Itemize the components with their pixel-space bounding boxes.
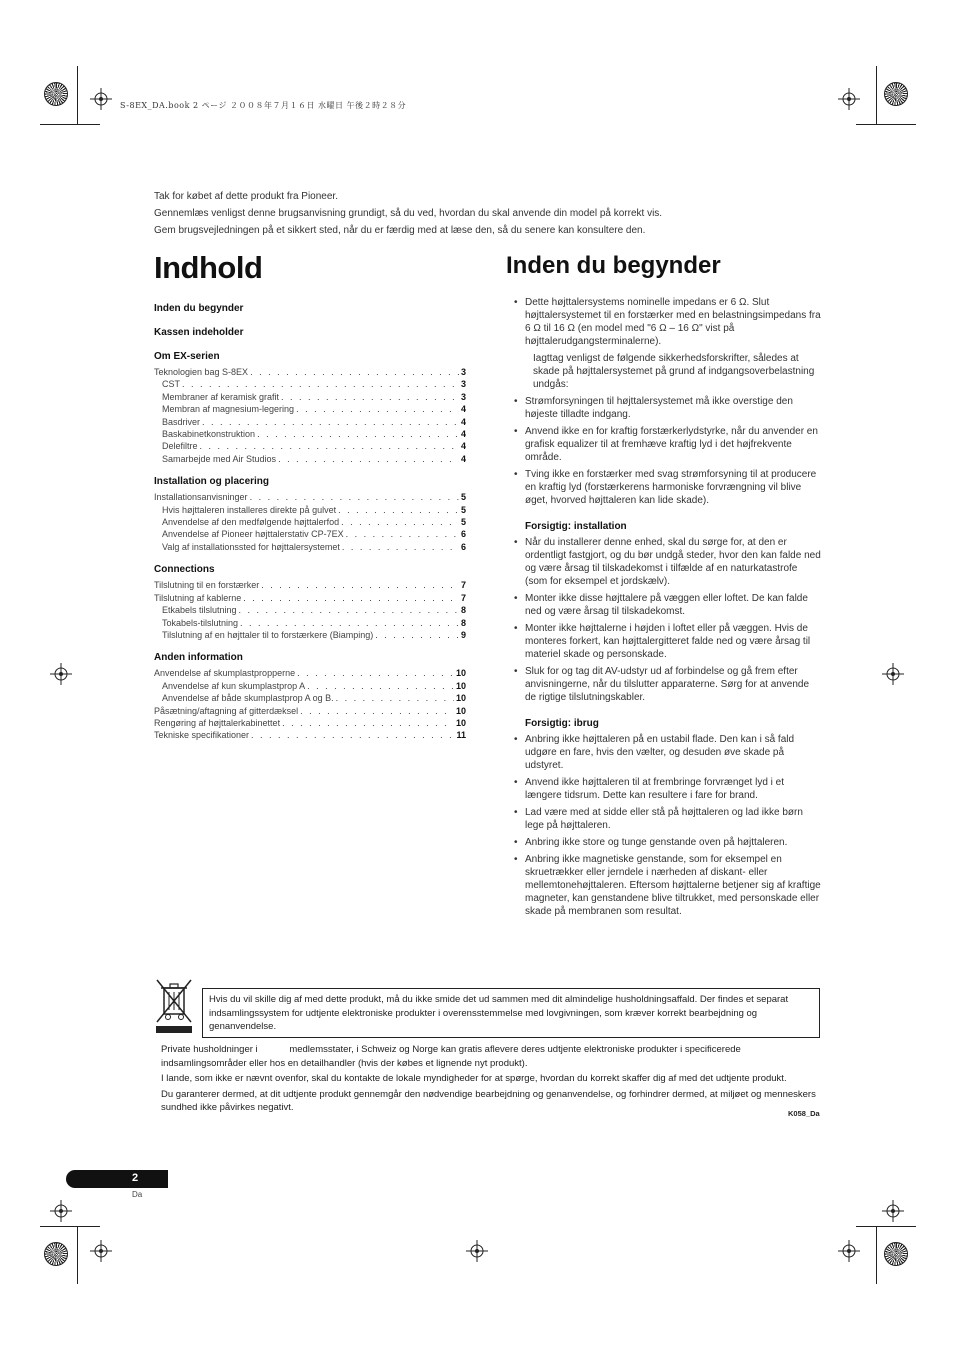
- toc-entry[interactable]: [154, 579, 466, 591]
- toc-leader-dots: [282, 717, 454, 729]
- toc-entry-title: Tilslutning til en forstærker: [154, 580, 260, 591]
- toc-entry-title: Membraner af keramisk grafit: [162, 391, 280, 402]
- toc-entry-page: 10: [455, 705, 466, 716]
- toc-heading[interactable]: Installation og placering: [154, 476, 270, 488]
- toc-leader-dots: [338, 504, 459, 516]
- color-rosette-icon: [44, 82, 68, 106]
- toc-entry[interactable]: [154, 604, 466, 616]
- toc-entry-page: 10: [455, 717, 466, 728]
- toc-entry[interactable]: [154, 516, 466, 528]
- toc-leader-dots: [297, 667, 454, 679]
- toc-entry-title: Påsætning/aftagning af gitterdæksel: [154, 705, 299, 716]
- toc-entry[interactable]: [154, 528, 466, 540]
- trim-line: [77, 66, 78, 124]
- toc-leader-dots: [243, 592, 459, 604]
- registration-mark-icon: [882, 663, 904, 685]
- bullet-item: • Når du installerer denne enhed, skal du sørge for, at den er ordentligt fastgjort, og du bør undgå steder, hvor den kan falde ned og være årsag til tilskadekomst i tilfælde af en naturkatastrofe (som for eksempel et jordskælv).: [514, 536, 822, 588]
- toc-entry[interactable]: [154, 416, 466, 428]
- toc-leader-dots: [251, 729, 454, 741]
- toc-entry-title: Rengøring af højttalerkabinettet: [154, 717, 281, 728]
- bullet-item: • Sluk for og tag dit AV-udstyr ud af forbindelse og gå frem efter anvisningerne, når du tilslutter apparaterne. Sørg for at anvende de rigtige tilslutningskabler.: [514, 665, 822, 704]
- registration-mark-icon: [838, 88, 860, 110]
- toc-leader-dots: [202, 416, 459, 428]
- toc-entry-title: Valg af installationssted for højttalersystemet: [162, 541, 340, 552]
- trim-line: [876, 66, 877, 124]
- toc-entry-page: 3: [460, 367, 466, 377]
- toc-entry-page: 8: [460, 617, 466, 628]
- trim-line: [856, 124, 916, 125]
- weee-paragraph: Du garanterer dermed, at dit udtjente produkt gennemgår den nødvendige bearbejdning og genanvendelse, og forhindrer dermed, at miljøet og menneskers sundhed ikke påvirkes negativt.: [161, 1088, 816, 1113]
- toc-entry-title: Basdriver: [162, 416, 201, 427]
- inden-du-begynder-section: [506, 252, 822, 922]
- toc-leader-dots: [250, 366, 459, 378]
- toc-heading[interactable]: Anden information: [154, 652, 243, 664]
- color-rosette-icon: [884, 82, 908, 106]
- toc-entry-title: Tilslutning af en højttaler til to forstærkere (Biamping): [162, 629, 374, 640]
- intro-line: Tak for købet af dette produkt fra Pioneer.: [154, 191, 338, 202]
- bullet-continuation: Iagttag venligst de følgende sikkerhedsforskrifter, således at skade på højttalersystemet på grund af indgangsoverbelastning undgås:: [533, 353, 815, 390]
- bullet-item: • Anbring ikke højttaleren på en ustabil flade. Den kan i så fald udgøre en fare, hvis den vælter, og desuden øve skade på udstyret.: [514, 733, 822, 772]
- toc-entry[interactable]: [154, 592, 466, 604]
- toc-leader-dots: [375, 629, 459, 641]
- intro-line: Gennemlæs venligst denne brugsanvisning grundigt, så du ved, hvordan du skal anvende din model på korrekt vis.: [154, 208, 663, 219]
- toc-section-anden: [154, 667, 466, 741]
- toc-entry-page: 9: [460, 629, 466, 640]
- toc-entry[interactable]: [154, 629, 466, 641]
- toc-entry[interactable]: [154, 717, 466, 729]
- toc-section-install: [154, 491, 466, 553]
- toc-heading[interactable]: Inden du begynder: [154, 303, 244, 314]
- trim-line: [40, 1226, 100, 1227]
- bullet-item: • Tving ikke en forstærker med svag strømforsyning til at producere en kraftig lyd (forstærkerens harmoniske forvrængning vil blive øget, hvorved højttaleren kan lide skade).: [514, 468, 822, 507]
- toc-entry-title: Baskabinetkonstruktion: [162, 429, 256, 440]
- toc-entry-title: Anvendelse af den medfølgende højttalerfod: [162, 517, 340, 528]
- toc-entry-page: 6: [460, 541, 466, 552]
- color-rosette-icon: [44, 1242, 68, 1266]
- toc-entry[interactable]: [154, 453, 466, 465]
- toc-entry-page: 11: [456, 730, 466, 741]
- toc-leader-dots: [240, 617, 459, 629]
- toc-entry[interactable]: [154, 440, 466, 452]
- registration-mark-icon: [50, 1200, 72, 1222]
- weee-paragraph: Private husholdninger i medlemsstater, i Schweiz og Norge kan gratis aflevere deres udtjente elektroniske produkter i specificerede indsamlingsområder eller hos en detailhandler (hvis der købes et lignende nyt produkt).: [161, 1044, 744, 1069]
- toc-entry-page: 10: [455, 693, 466, 704]
- toc-entry-title: Tilslutning af kablerne: [154, 592, 242, 603]
- toc-entry-page: 5: [460, 492, 466, 503]
- toc-entry-page: 5: [460, 504, 466, 515]
- weee-paragraph: I lande, som ikke er nævnt ovenfor, skal du kontakte de lokale myndigheder for at spørge, hvordan du korrekt skaffer dig af med det udtjente produkt.: [161, 1073, 787, 1084]
- toc-entry-title: Anvendelse af Pioneer højttalerstativ CP-7EX: [162, 529, 344, 540]
- toc-entry[interactable]: [154, 366, 466, 378]
- toc-section-om: [154, 366, 466, 465]
- toc-entry-page: 10: [455, 680, 466, 691]
- toc-entry[interactable]: [154, 541, 466, 553]
- toc-entry-page: 7: [460, 592, 466, 603]
- toc-section-connections: [154, 579, 466, 641]
- bullet-item: • Anvend ikke en for kraftig forstærkerlydstyrke, når du anvender en grafisk equalizer til at fremhæve kraftig lyd i det højfrekvente område.: [514, 425, 822, 464]
- page-language: Da: [132, 1190, 143, 1199]
- color-rosette-icon: [884, 1242, 908, 1266]
- toc-entry-title: Tekniske specifikationer: [154, 730, 250, 741]
- toc-entry[interactable]: [154, 378, 466, 390]
- toc-entry-title: Teknologien bag S-8EX: [154, 367, 249, 377]
- toc-entry-page: 4: [460, 453, 466, 464]
- intro-text: [154, 188, 834, 239]
- weee-notice-box: Hvis du vil skille dig af med dette produkt, må du ikke smide det ud sammen med dit almindelige husholdningsaffald. Der findes et separat indsamlingssystem for udtjente elektroniske produkter i overensstemmelse med lovgivningen, som kræver korrekt bearbejdning og genanvendelse.: [202, 988, 820, 1038]
- toc-entry[interactable]: [154, 428, 466, 440]
- trim-line: [40, 124, 100, 125]
- toc-leader-dots: [257, 428, 459, 440]
- toc-entry-page: 4: [460, 416, 466, 427]
- toc-entry-page: 6: [460, 529, 466, 540]
- toc-entry-page: 10: [455, 668, 466, 679]
- bullet-item: • Monter ikke disse højttalere på væggen eller loftet. De kan falde ned og være årsag til tilskadekomst.: [514, 592, 822, 618]
- toc-entry[interactable]: [154, 504, 466, 516]
- trim-line: [77, 1226, 78, 1284]
- toc-entry-page: 3: [460, 391, 466, 402]
- toc-entry-title: Delefiltre: [162, 441, 198, 452]
- toc-entry[interactable]: [154, 729, 466, 741]
- toc-entry-title: Samarbejde med Air Studios: [162, 453, 277, 464]
- trim-line: [876, 1226, 877, 1284]
- registration-mark-icon: [90, 1240, 112, 1262]
- trim-line: [856, 1226, 916, 1227]
- bullet-item: • Strømforsyningen til højttalersystemet må ikke overstige den højeste tilladte indgang.: [514, 395, 822, 421]
- toc-entry-page: 4: [460, 404, 466, 415]
- bullet-item: • Anvend ikke højttaleren til at frembringe forvrænget lyd i et længere tidsrum. Dette kan resultere i fare for brand.: [514, 776, 822, 802]
- toc-entry-page: 3: [460, 379, 466, 390]
- toc-leader-dots: [300, 705, 454, 717]
- page-number: 2: [132, 1172, 139, 1184]
- toc-heading[interactable]: Connections: [154, 564, 215, 576]
- toc-leader-dots: [296, 403, 459, 415]
- toc-entry[interactable]: [154, 680, 466, 692]
- toc-entry[interactable]: [154, 617, 466, 629]
- section-title: Inden du begynder: [506, 252, 721, 279]
- registration-mark-icon: [90, 88, 112, 110]
- book-header: S-8EX_DA.book 2 ページ ２００８年７月１６日 水曜日 午後２時２８分: [120, 101, 407, 110]
- toc-leader-dots: [200, 440, 459, 452]
- registration-mark-icon: [50, 663, 72, 685]
- toc-entry-title: Anvendelse af kun skumplastprop A: [162, 680, 306, 691]
- bullet-item: • Monter ikke højttalerne i højden i loftet eller på væggen. Hvis de monteres forkert, kan højttalergitteret falde ned og være årsag til materiel skade og personskade.: [514, 622, 822, 661]
- toc-entry-page: 4: [460, 429, 466, 440]
- toc-entry-title: Anvendelse af skumplastpropperne: [154, 668, 296, 679]
- toc-entry-title: Membran af magnesium-legering: [162, 404, 295, 415]
- subheading-ibrug: Forsigtig: ibrug: [525, 718, 599, 729]
- toc-leader-dots: [261, 579, 459, 591]
- toc-leader-dots: [250, 491, 459, 503]
- registration-mark-icon: [466, 1240, 488, 1262]
- toc-entry-title: Etkabels tilslutning: [162, 605, 237, 616]
- crossed-bin-icon: [154, 976, 194, 1034]
- registration-mark-icon: [838, 1240, 860, 1262]
- bullet-item: • Dette højttalersystems nominelle impedans er 6 Ω. Slut højttalersystemet til en forstærker med en belastningsimpedans fra 6 Ω til 16 Ω (en model med "6 Ω – 16 Ω" vist på højttalerudgangsterminalerne).: [514, 296, 822, 348]
- table-of-contents: [154, 250, 466, 742]
- bullet-item: • Anbring ikke magnetiske genstande, som for eksempel en skruetrækker eller jerndele i nærheden af diskant- eller mellemtonehøjttaleren. Eftersom højttalerne betjener sig af kraftige magneter, kan genstandene blive tiltrukket, med personskade eller skade på membranen som resultat.: [514, 853, 822, 918]
- bullet-item: • Lad være med at sidde eller stå på højttaleren og lad ikke børn lege på højttaleren.: [514, 806, 822, 832]
- weee-code: K058_Da: [788, 1109, 820, 1118]
- weee-text: [161, 1043, 827, 1117]
- toc-entry[interactable]: [154, 391, 466, 403]
- toc-title: Indhold: [154, 250, 263, 285]
- subheading-installation: Forsigtig: installation: [525, 521, 627, 532]
- bullet-item: • Anbring ikke store og tunge genstande oven på højttaleren.: [514, 836, 822, 849]
- toc-heading[interactable]: Kassen indeholder: [154, 327, 244, 338]
- toc-entry-page: 7: [460, 580, 466, 591]
- toc-leader-dots: [346, 528, 459, 540]
- toc-entry-page: 4: [460, 441, 466, 452]
- toc-entry[interactable]: [154, 692, 466, 704]
- toc-entry-title: Hvis højttaleren installeres direkte på gulvet: [162, 504, 337, 515]
- toc-leader-dots: [307, 680, 454, 692]
- toc-leader-dots: [281, 391, 459, 403]
- toc-entry-page: 8: [460, 605, 466, 616]
- toc-entry[interactable]: [154, 403, 466, 415]
- toc-entry[interactable]: [154, 705, 466, 717]
- toc-leader-dots: [336, 692, 454, 704]
- toc-entry[interactable]: [154, 491, 466, 503]
- toc-leader-dots: [182, 378, 459, 390]
- toc-entry-page: 5: [460, 517, 466, 528]
- toc-entry-title: Installationsanvisninger: [154, 492, 248, 503]
- page-tab: [66, 1170, 168, 1188]
- toc-entry-title: Anvendelse af både skumplastprop A og B.: [162, 693, 334, 704]
- registration-mark-icon: [882, 1200, 904, 1222]
- toc-entry-title: Tokabels-tilslutning: [162, 617, 239, 628]
- toc-entry[interactable]: [154, 667, 466, 679]
- toc-leader-dots: [342, 541, 459, 553]
- intro-line: Gem brugsvejledningen på et sikkert sted, når du er færdig med at læse den, så du senere kan konsultere den.: [154, 225, 646, 236]
- toc-heading[interactable]: Om EX-serien: [154, 351, 220, 362]
- toc-entry-title: CST: [162, 379, 180, 390]
- toc-leader-dots: [278, 453, 459, 465]
- toc-leader-dots: [341, 516, 459, 528]
- toc-leader-dots: [239, 604, 459, 616]
